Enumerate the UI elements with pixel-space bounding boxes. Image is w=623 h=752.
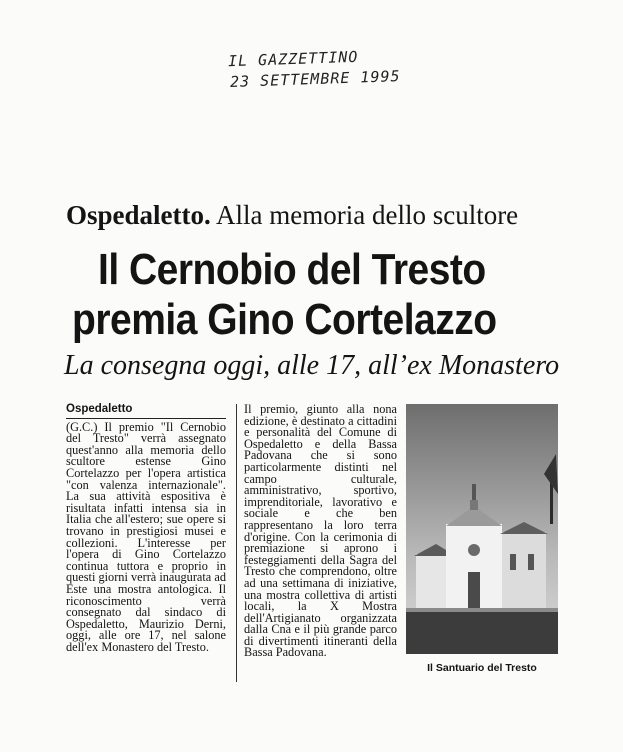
kicker-text: Alla memoria dello scultore [216,200,519,230]
handwritten-source-note: IL GAZZETTINO [227,47,359,71]
church-photo [406,404,558,654]
column-1-text: (G.C.) Il premio "Il Cernobio del Tresto" verrà assegnato quest'anno alla memoria dello scultore estense Gino Cortelazzo per l'opera artistica "con valenza internazionale". La sua attività espositiva è risultata infatti intensa sia in Italia che all'estero; sue opere si trovano in prestigiosi musei e collezioni. L'interesse per l'opera di Gino Cortelazzo continua tuttora e proprio in questi giorni verrà inaugurata ad Este una mostra antologica. Il riconoscimento verrà consegnato dal sindaco di Ospedaletto, Maurizio Derni, oggi, alle ore 17, nel salone dell'ex Monastero del Tresto. [66,419,226,654]
dateline: Ospedaletto [66,404,226,419]
article-column-1 [66,404,226,653]
subheadline: La consegna oggi, alle 17, all’ex Monastero [64,350,560,381]
photo-caption: Il Santuario del Tresto [427,662,537,674]
column-divider [236,404,237,682]
column-2-text: Il premio, giunto alla nona edizione, è destinato a cittadini e personalità del Comune di Ospedaletto e della Bassa Padovana che si sono particolarmente distinti nel campo culturale, amministrativo, sportivo, imprenditoriale, lavorativo e sociale e che ben rappresentano la loro terra d'origine. Con la cerimonia di premiazione si aprono i festeggiamenti della Sagra del Tresto che comprendono, oltre ad una settimana di iniziative, una mostra collettiva di artisti locali, la X Mostra dell'Artigianato organizzata dalla Cna e il più grande parco di divertimenti itineranti della Bassa Padovana. [244,402,397,660]
kicker-place: Ospedaletto. [66,200,211,230]
article-kicker [66,200,518,231]
headline-line-1: Il Cernobio del Tresto [98,246,486,295]
headline-line-2: premia Gino Cortelazzo [72,296,497,345]
article-column-2 [244,404,397,659]
photo-ground [406,610,558,654]
handwritten-date-note: 23 SETTEMBRE 1995 [229,67,401,91]
